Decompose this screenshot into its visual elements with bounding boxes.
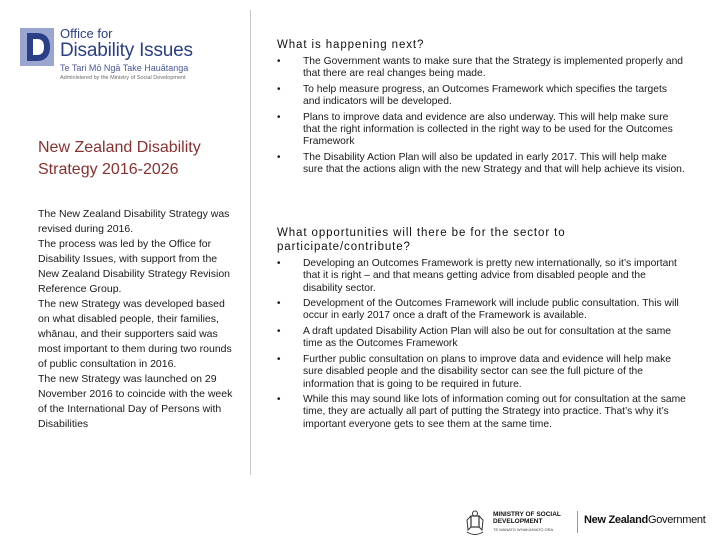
intro-paragraph: The New Zealand Disability Strategy was revised during 2016.: [38, 208, 230, 235]
footer-divider: [577, 511, 578, 533]
logo-disability-issues: Disability Issues: [60, 40, 193, 61]
logo-maori-name: Te Tari Mō Ngā Take Hauātanga: [60, 63, 189, 73]
list-item: • A draft updated Disability Action Plan will also be out for consultation at the same time as the Outcomes Framework: [277, 326, 672, 350]
logo-office-for: Office for: [60, 26, 113, 41]
bullet-icon: •: [277, 56, 281, 67]
nz-coat-of-arms-icon: [463, 510, 487, 538]
bullet-icon: •: [277, 258, 281, 269]
list-item: • To help measure progress, an Outcomes Framework which specifies the targets and indicators will be developed.: [277, 83, 667, 108]
bullet-icon: •: [277, 326, 281, 338]
odi-logo: [20, 24, 220, 94]
intro-text: [38, 207, 238, 432]
intro-paragraph: The new Strategy was launched on 29 November 2016 to coincide with the week of the International Day of Persons with Disabilities: [38, 373, 233, 430]
intro-paragraph: The new Strategy was developed based on what disabled people, their families, whānau, and their supporters said was most important to them during two rounds of public consultation in 2016.: [38, 298, 232, 370]
list-item: • The Disability Action Plan will also be updated in early 2017. This will help make sure that the actions align with the new Strategy and that will help achieve its vision.: [277, 151, 685, 176]
column-divider: [250, 10, 251, 475]
bullet-icon: •: [277, 353, 281, 365]
section-heading-opportunities: What opportunities will there be for the sector to participate/contribute?: [277, 227, 566, 253]
bullet-icon: •: [277, 111, 281, 123]
list-item: • The Government wants to make sure that the Strategy is implemented properly and that there are real changes being made.: [277, 56, 684, 80]
bullet-icon: •: [277, 83, 281, 95]
next-steps-list: [277, 56, 687, 180]
section-heading-next: What is happening next?: [277, 39, 425, 51]
list-item: • Further public consultation on plans to improve data and evidence will help make sure disabled people and the disability sector can see the full picture of the information that is going to be required in future.: [277, 353, 672, 390]
bullet-icon: •: [277, 151, 281, 163]
opportunities-list: [277, 258, 687, 434]
strategy-title: New Zealand Disability Strategy 2016-2026: [38, 139, 201, 178]
list-item: • Development of the Outcomes Framework will include public consultation. This will occur in early 2017 once a draft of the Framework is available.: [277, 298, 679, 322]
msd-logo-text: MINISTRY OF SOCIAL DEVELOPMENT TE MANATŪ WHAKAHIATO ORA: [493, 511, 561, 532]
list-item: • Developing an Outcomes Framework is pretty new internationally, so it’s important that it is right – and that means getting advice from disabled people and the disability sector.: [277, 258, 677, 294]
list-item: • While this may sound like lots of information coming out for consultation at the same time, they are actually all part of putting the Strategy into practice. That’s why it’s important everyone gets to see them at the same time.: [277, 394, 686, 430]
bullet-icon: •: [277, 298, 281, 310]
nz-government-logo: New ZealandGovernment: [584, 514, 706, 526]
bullet-icon: •: [277, 394, 281, 406]
intro-paragraph: The process was led by the Office for Disability Issues, with support from the New Zealand Disability Strategy Revision Reference Group.: [38, 238, 230, 295]
odi-logo-mark-icon: [20, 28, 54, 66]
logo-administered-by: Administered by the Ministry of Social Development: [60, 75, 186, 81]
list-item: • Plans to improve data and evidence are also underway. This will help make sure that the right information is collected in the right way to be used for the Outcomes Framework: [277, 111, 673, 148]
